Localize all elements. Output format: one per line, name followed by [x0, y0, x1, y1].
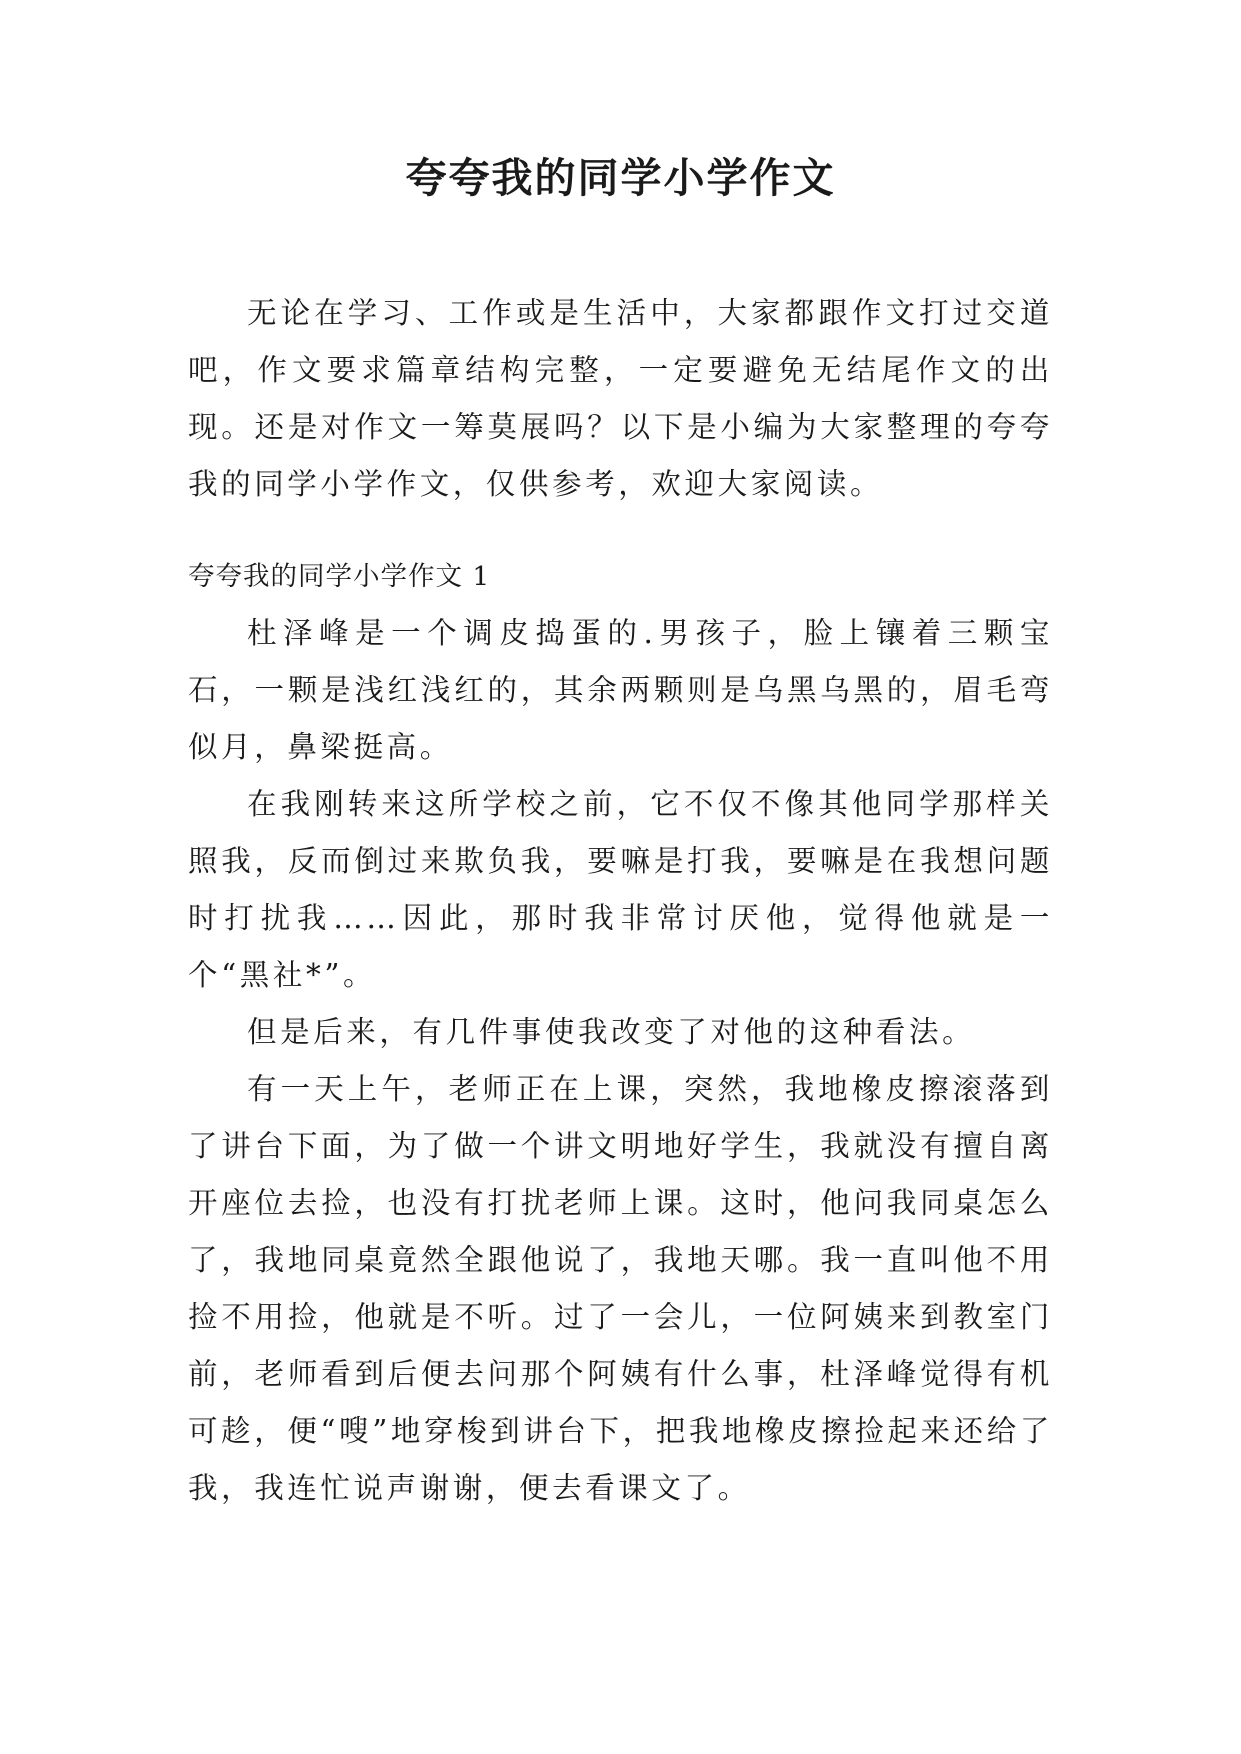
body-paragraph: 杜泽峰是一个调皮捣蛋的.男孩子，脸上镶着三颗宝石，一颗是浅红浅红的，其余两颗则是乌黑乌黑的，眉毛弯似月，鼻梁挺高。 — [188, 616, 1053, 764]
body-paragraph: 在我刚转来这所学校之前，它不仅不像其他同学那样关照我，反而倒过来欺负我，要嘛是打我，要嘛是在我想问题时打扰我……因此，那时我非常讨厌他，觉得他就是一个“黑社*”。 — [188, 787, 1053, 992]
body-paragraph: 但是后来，有几件事使我改变了对他的这种看法。 — [247, 1015, 976, 1049]
body-paragraph: 有一天上午，老师正在上课，突然，我地橡皮擦滚落到了讲台下面，为了做一个讲文明地好学生，我就没有擅自离开座位去捡，也没有打扰老师上课。这时，他问我同桌怎么了，我地同桌竟然全跟他说了，我地天哪。我一直叫他不用捡不用捡，他就是不听。过了一会儿，一位阿姨来到教室门前，老师看到后便去问那个阿姨有什么事，杜泽峰觉得有机可趁，便“嗖”地穿梭到讲台下，把我地橡皮擦捡起来还给了我，我连忙说声谢谢，便去看课文了。 — [188, 1072, 1053, 1505]
intro-paragraph: 无论在学习、工作或是生活中，大家都跟作文打过交道吧，作文要求篇章结构完整，一定要避免无结尾作文的出现。还是对作文一筹莫展吗？以下是小编为大家整理的夸夸我的同学小学作文，仅供参考，欢迎大家阅读。 — [188, 296, 1053, 501]
document-title: 夸夸我的同学小学作文 — [405, 154, 836, 202]
document-body — [188, 285, 1053, 1517]
section-heading: 夸夸我的同学小学作文 1 — [188, 561, 491, 592]
